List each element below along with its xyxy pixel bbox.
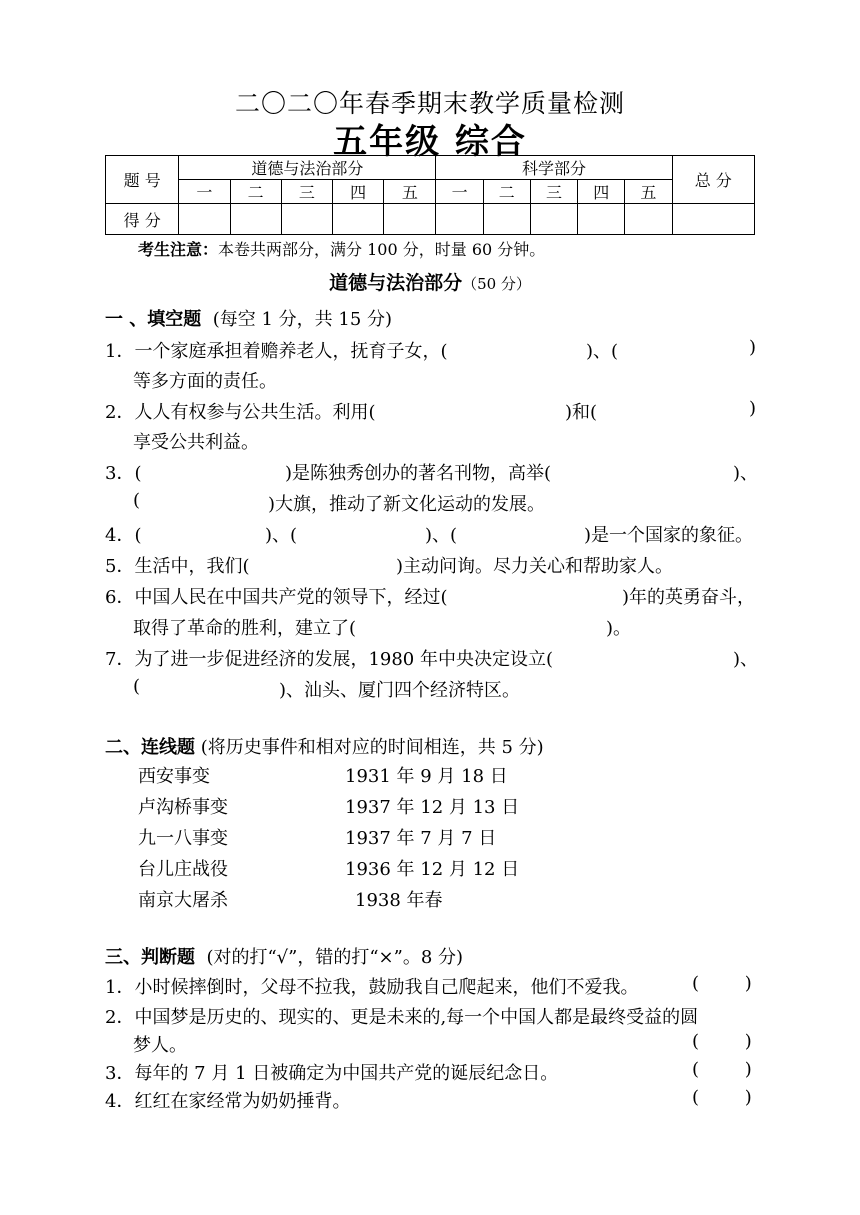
answer-box[interactable]: ( ) bbox=[692, 1087, 752, 1108]
q1-item1-cont: 等多方面的责任。 bbox=[133, 371, 277, 392]
q1-item4-text: 4．( bbox=[105, 525, 142, 546]
question-number: 二 bbox=[230, 180, 281, 204]
event-item[interactable]: 台儿庄战役 bbox=[138, 859, 228, 880]
date-item[interactable]: 1938 年春 bbox=[355, 890, 443, 911]
section-points: （50 分） bbox=[462, 275, 531, 293]
date-item[interactable]: 1937 年 7 月 7 日 bbox=[345, 828, 497, 849]
q3-note: (对的打“√”，错的打“×”。8 分) bbox=[206, 947, 464, 968]
exam-subtitle: 五年级 综合 bbox=[333, 122, 527, 162]
event-item[interactable]: 九一八事变 bbox=[138, 828, 228, 849]
score-cell[interactable] bbox=[384, 204, 436, 235]
q1-item4-end: )是一个国家的象征。 bbox=[584, 525, 754, 546]
q3-item: 1．小时候摔倒时，父母不拉我，鼓励我自己爬起来，他们不爱我。 bbox=[105, 977, 639, 998]
answer-box[interactable]: ( ) bbox=[692, 1059, 752, 1080]
score-cell[interactable] bbox=[332, 204, 383, 235]
score-cell[interactable] bbox=[625, 204, 672, 235]
q3-heading-text: 三、判断题 bbox=[105, 947, 195, 968]
total-score-cell[interactable] bbox=[672, 204, 754, 235]
event-item[interactable]: 南京大屠杀 bbox=[138, 890, 228, 911]
score-cell[interactable] bbox=[578, 204, 625, 235]
exam-title: 二〇二〇年春季期末教学质量检测 bbox=[234, 89, 625, 118]
score-cell[interactable] bbox=[530, 204, 577, 235]
q1-item2-blank-sep[interactable]: )和( bbox=[565, 402, 598, 423]
score-cell[interactable] bbox=[281, 204, 332, 235]
answer-box[interactable]: ( ) bbox=[692, 1031, 752, 1052]
q1-item3-text: 3．( bbox=[105, 463, 142, 484]
question-number: 四 bbox=[332, 180, 383, 204]
part1-header: 道德与法治部分 bbox=[179, 156, 436, 180]
score-cell[interactable] bbox=[483, 204, 530, 235]
exam-notice bbox=[138, 237, 545, 260]
q3-heading bbox=[105, 943, 463, 969]
score-cell[interactable] bbox=[179, 204, 230, 235]
q1-item7-text: 7．为了进一步促进经济的发展，1980 年中央决定设立( bbox=[105, 649, 554, 670]
question-number: 四 bbox=[578, 180, 625, 204]
question-number: 五 bbox=[625, 180, 672, 204]
question-number-label: 题 号 bbox=[106, 156, 179, 204]
q3-item: 3．每年的 7 月 1 日被确定为中国共产党的诞辰纪念日。 bbox=[105, 1063, 559, 1084]
q1-item7-blank-end[interactable]: )、 bbox=[733, 649, 759, 670]
q1-item6-text: 6．中国人民在中国共产党的领导下，经过( bbox=[105, 587, 448, 608]
q1-item4-blank-sep2[interactable]: )、( bbox=[425, 525, 458, 546]
q1-item1-blank-end[interactable]: ) bbox=[749, 337, 757, 358]
q1-item7-cont-open: ( bbox=[133, 676, 141, 697]
date-item[interactable]: 1936 年 12 月 12 日 bbox=[345, 859, 520, 880]
notice-text: 本卷共两部分，满分 100 分，时量 60 分钟。 bbox=[218, 240, 546, 259]
total-score-label: 总 分 bbox=[672, 156, 754, 204]
q1-item3-blank-end[interactable]: )、 bbox=[733, 463, 759, 484]
q1-item6-end: )。 bbox=[606, 618, 632, 639]
q3-item: 2．中国梦是历史的、现实的、更是未来的,每一个中国人都是最终受益的圆 bbox=[105, 1007, 699, 1028]
section-title bbox=[0, 268, 860, 295]
question-number: 三 bbox=[281, 180, 332, 204]
question-number: 三 bbox=[530, 180, 577, 204]
score-table bbox=[105, 155, 755, 235]
q1-item6-cont: 取得了革命的胜利，建立了( bbox=[133, 618, 357, 639]
score-label: 得 分 bbox=[106, 204, 179, 235]
q3-item: 4．红红在家经常为奶奶捶背。 bbox=[105, 1091, 351, 1112]
q1-item5-text: 5．生活中，我们( bbox=[105, 556, 250, 577]
q1-item2-blank-end[interactable]: ) bbox=[749, 398, 757, 419]
q1-item4-blank-sep1[interactable]: )、( bbox=[265, 525, 298, 546]
q1-heading-text: 一 、填空题 bbox=[105, 309, 202, 330]
q1-item3-mid: )是陈独秀创办的著名刊物，高举( bbox=[285, 463, 552, 484]
question-number: 二 bbox=[483, 180, 530, 204]
event-item[interactable]: 西安事变 bbox=[138, 766, 210, 787]
q3-item-cont: 梦人。 bbox=[133, 1035, 187, 1056]
q1-item3-cont-open: ( bbox=[133, 490, 141, 511]
q1-item3-cont: )大旗，推动了新文化运动的发展。 bbox=[268, 494, 546, 515]
q1-heading bbox=[105, 305, 392, 331]
q2-heading bbox=[105, 733, 544, 759]
q2-note: (将历史事件和相对应的时间相连，共 5 分) bbox=[200, 737, 544, 758]
notice-label: 考生注意： bbox=[138, 240, 219, 259]
date-item[interactable]: 1937 年 12 月 13 日 bbox=[345, 797, 520, 818]
event-item[interactable]: 卢沟桥事变 bbox=[138, 797, 228, 818]
q2-heading-text: 二、连线题 bbox=[105, 737, 195, 758]
question-number: 五 bbox=[384, 180, 436, 204]
q1-item6-mid: )年的英勇奋斗， bbox=[622, 587, 756, 608]
q1-item1-text: 1．一个家庭承担着赡养老人，抚育子女，( bbox=[105, 341, 448, 362]
q1-item1-blank-sep[interactable]: )、( bbox=[586, 341, 619, 362]
section-title-text: 道德与法治部分 bbox=[329, 272, 463, 294]
q1-note: (每空 1 分，共 15 分) bbox=[212, 309, 393, 330]
q1-item2-cont: 享受公共利益。 bbox=[133, 432, 259, 453]
score-cell[interactable] bbox=[436, 204, 483, 235]
question-number: 一 bbox=[436, 180, 483, 204]
date-item[interactable]: 1931 年 9 月 18 日 bbox=[345, 766, 508, 787]
score-cell[interactable] bbox=[230, 204, 281, 235]
question-number: 一 bbox=[179, 180, 230, 204]
q1-item2-text: 2．人人有权参与公共生活。利用( bbox=[105, 402, 376, 423]
part2-header: 科学部分 bbox=[436, 156, 672, 180]
answer-box[interactable]: ( ) bbox=[692, 973, 752, 994]
q1-item5-end: )主动问询。尽力关心和帮助家人。 bbox=[396, 556, 674, 577]
q1-item7-cont: )、汕头、厦门四个经济特区。 bbox=[279, 680, 521, 701]
